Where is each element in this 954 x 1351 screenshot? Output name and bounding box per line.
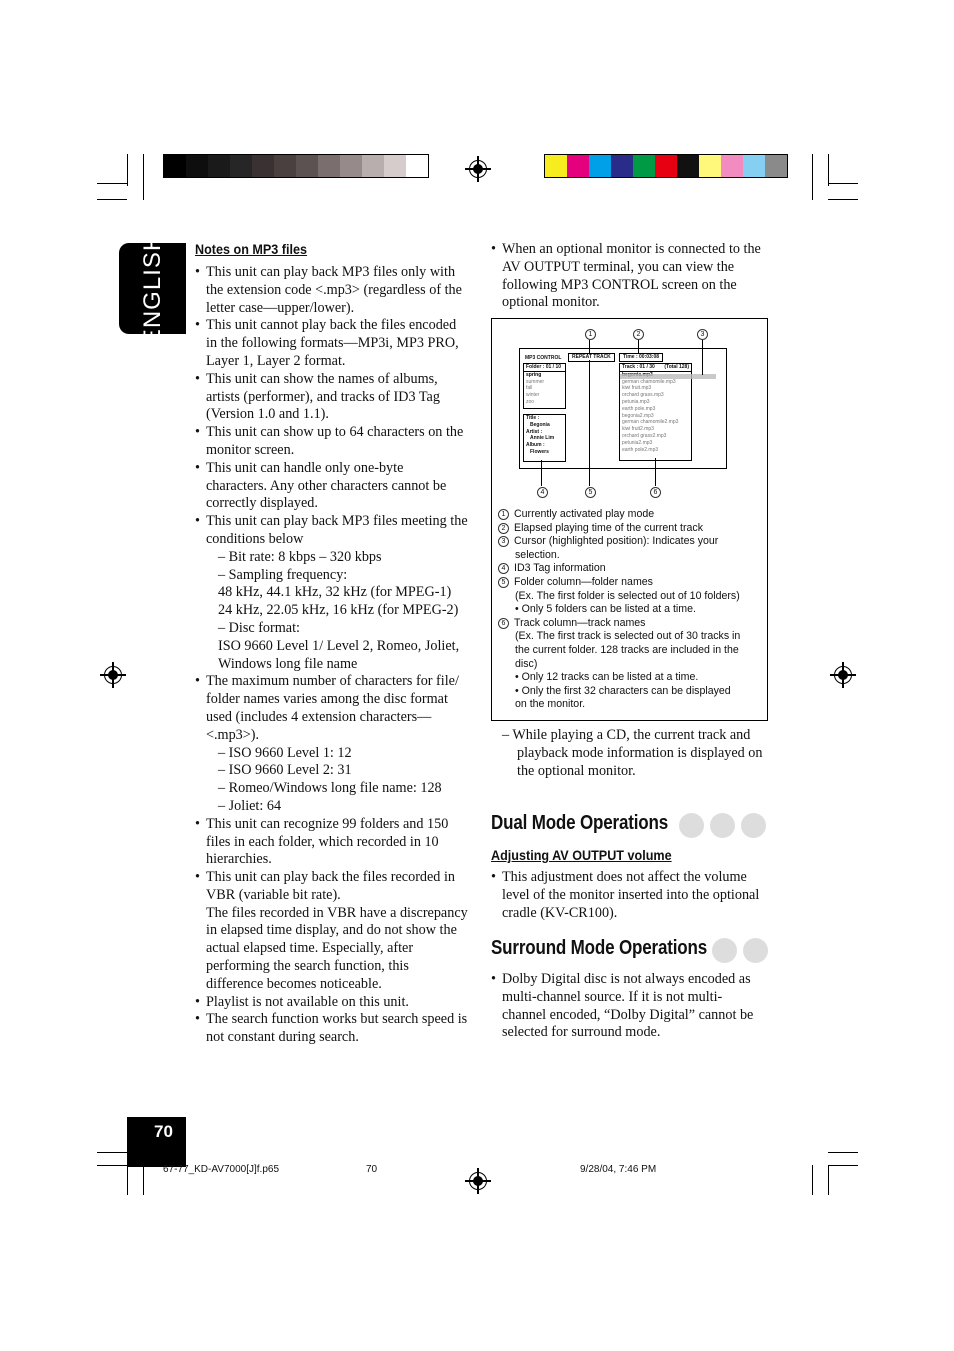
color-swatch	[406, 155, 428, 177]
legend-number: 4	[498, 563, 509, 574]
mp3-notes-list	[195, 264, 480, 1047]
color-swatch	[589, 155, 611, 177]
color-swatch	[611, 155, 633, 177]
legend-text: • Only 12 tracks can be listed at a time.	[515, 671, 699, 684]
color-swatch	[252, 155, 274, 177]
legend-number: 1	[498, 509, 509, 520]
footer-date: 9/28/04, 7:46 PM	[580, 1164, 657, 1175]
legend-number: 2	[498, 523, 509, 534]
track-item: petunia2.mp3	[622, 439, 653, 446]
track-item: german chamomile.mp3	[622, 378, 676, 385]
screen-title: MP3 CONTROL	[525, 355, 562, 361]
track-item: german chamomile2.mp3	[622, 419, 679, 426]
folder-column: Folder : 01 / 10 spring summer fall winter zoo	[523, 363, 566, 409]
diagram-legend	[498, 508, 766, 712]
text-line: in elapsed time display, and do not show the	[206, 922, 457, 939]
id3-tag-box	[523, 414, 566, 462]
legend-number: 3	[498, 536, 509, 547]
folder-item: spring	[526, 371, 542, 378]
color-swatch	[384, 155, 406, 177]
text-line: monitor screen.	[206, 441, 295, 458]
text-line: selected for surround mode.	[502, 1024, 661, 1041]
bullet-item: • This unit cannot play back the files encoded	[195, 317, 480, 335]
legend-text: ID3 Tag information	[514, 562, 606, 575]
legend-text: on the monitor.	[515, 698, 586, 711]
legend-line	[498, 535, 766, 549]
text-line: – Sampling frequency:	[218, 566, 348, 583]
dual-mode-title: Dual Mode Operations	[491, 812, 669, 834]
page-number-box	[127, 1117, 186, 1167]
registration-mark-icon	[469, 1172, 487, 1190]
color-swatch	[545, 155, 567, 177]
footer-page: 70	[366, 1164, 378, 1175]
notes-heading: Notes on MP3 files	[195, 241, 308, 257]
footer-file: 67-77_KD-AV7000[J]f.p65	[163, 1164, 280, 1175]
text-line: artists (performer), and tracks of ID3 Tag	[206, 388, 440, 405]
legend-text: • Only the first 32 characters can be displayed	[515, 684, 731, 697]
color-swatch	[699, 155, 721, 177]
color-swatch	[186, 155, 208, 177]
legend-text: Elapsed playing time of the current track	[514, 521, 704, 534]
text-line: The files recorded in VBR have a discrepancy	[206, 904, 468, 921]
text-line: – ISO 9660 Level 2: 31	[218, 762, 352, 779]
bullet-item: • Dolby Digital disc is not always encoded as	[491, 971, 776, 989]
track-item: orchard grass.mp3	[622, 392, 664, 399]
callout-6: 6	[650, 487, 661, 498]
tag-line: Artist :	[526, 428, 543, 435]
elapsed-time: Time : 00:03:08	[619, 353, 663, 362]
tag-line: Annie Lim	[530, 435, 555, 442]
track-item: begonia2.mp3	[622, 412, 654, 419]
legend-line	[498, 644, 766, 658]
text-line: <.mp3>).	[206, 726, 260, 743]
text-line: performing the search function, this	[206, 958, 409, 975]
color-swatch	[164, 155, 186, 177]
text-line: – Romeo/Windows long file name: 128	[218, 780, 442, 797]
callout-1: 1	[585, 329, 596, 340]
color-swatch	[677, 155, 699, 177]
legend-text: the current folder. 128 tracks are included in the	[515, 643, 739, 656]
text-line: Windows long file name	[218, 655, 358, 672]
text-line: – While playing a CD, the current track and	[502, 727, 751, 743]
legend-text: (Ex. The first track is selected out of 30 tracks in	[515, 630, 741, 643]
text-line: conditions below	[206, 530, 304, 547]
legend-line	[498, 549, 766, 563]
page-number: 70	[154, 1122, 173, 1141]
legend-text: • Only 5 folders can be listed at a time.	[515, 603, 696, 616]
legend-line	[498, 698, 766, 712]
color-swatch	[208, 155, 230, 177]
legend-text: Folder column—folder names	[514, 575, 653, 588]
surround-mode-title: Surround Mode Operations	[491, 937, 707, 959]
text-line: not constant during search.	[206, 1029, 359, 1046]
color-swatch	[765, 155, 787, 177]
color-swatch	[230, 155, 252, 177]
registration-mark-icon	[469, 160, 487, 178]
text-line: 48 kHz, 44.1 kHz, 32 kHz (for MPEG-1)	[218, 584, 452, 601]
callout-5: 5	[585, 487, 596, 498]
track-item: earth pole.mp3	[622, 405, 656, 412]
text-line: in the following formats—MP3i, MP3 PRO,	[206, 335, 459, 352]
color-swatch	[340, 155, 362, 177]
bullet-item: • The search function works but search speed is	[195, 1011, 480, 1029]
legend-text: selection.	[515, 548, 560, 561]
text-line: the optional monitor.	[517, 762, 636, 779]
tag-line: Title :	[526, 415, 540, 421]
callout-3: 3	[697, 329, 708, 340]
text-line: multi-channel source. If it is not multi-	[502, 988, 723, 1005]
legend-line	[498, 671, 766, 685]
bullet-item: • Playlist is not available on this unit.	[195, 994, 480, 1012]
text-line: optional monitor.	[502, 294, 600, 311]
text-line: 24 kHz, 22.05 kHz, 16 kHz (for MPEG-2)	[218, 602, 459, 619]
color-calibration-bar	[544, 154, 788, 178]
color-swatch	[721, 155, 743, 177]
folder-item: fall	[526, 385, 533, 392]
text-line: channel encoded, “Dolby Digital” cannot be	[502, 1006, 754, 1023]
legend-line	[498, 630, 766, 644]
track-item: kiwi fruit2.mp3	[622, 426, 654, 433]
color-swatch	[743, 155, 765, 177]
text-line: letter case—upper/lower).	[206, 299, 355, 316]
surround-mode-text	[491, 971, 776, 1042]
text-line: – Bit rate: 8 kbps – 320 kbps	[218, 548, 382, 565]
tag-line: Flowers	[530, 448, 549, 455]
legend-text: Currently activated play mode	[514, 508, 655, 520]
bullet-item: • This unit can handle only one-byte	[195, 460, 480, 478]
text-line: the extension code <.mp3> (regardless of the	[206, 281, 462, 298]
color-swatch	[362, 155, 384, 177]
text-line: characters. Any other characters cannot be	[206, 477, 447, 494]
title-decoration	[712, 938, 768, 963]
text-line: AV OUTPUT terminal, you can view the	[502, 258, 735, 275]
legend-text: disc)	[515, 657, 538, 670]
legend-line	[498, 562, 766, 576]
legend-line	[498, 522, 766, 536]
text-line: (Version 1.0 and 1.1).	[206, 406, 329, 423]
legend-text: Track column—track names	[514, 616, 646, 629]
legend-text: Cursor (highlighted position): Indicates your	[514, 535, 719, 548]
bullet-item: • This unit can show the names of albums,	[195, 371, 480, 389]
text-line: level of the monitor inserted into the optional	[502, 886, 760, 903]
folder-item: summer	[526, 378, 545, 385]
callout-4: 4	[537, 487, 548, 498]
text-line: used (includes 4 extension characters—	[206, 708, 432, 725]
text-line: difference becomes noticeable.	[206, 975, 382, 992]
text-line: actual elapsed time. Especially, after	[206, 940, 414, 957]
bullet-item: • The maximum number of characters for file/	[195, 673, 480, 691]
registration-mark-icon	[834, 666, 852, 684]
play-mode-indicator: REPEAT TRACK	[568, 353, 615, 362]
color-swatch	[567, 155, 589, 177]
bullet-item: • This unit can play back MP3 files meeting the	[195, 513, 480, 531]
text-line: cradle (KV-CR100).	[502, 904, 618, 921]
language-tab: ENGLISH	[119, 243, 186, 334]
text-line: Layer 1, Layer 2 format.	[206, 352, 346, 369]
legend-line	[498, 508, 766, 522]
folder-item: winter	[526, 392, 540, 399]
legend-line	[498, 603, 766, 617]
text-line: – Disc format:	[218, 619, 300, 636]
legend-line	[498, 658, 766, 672]
track-column: Track : 01 / 30 (Total 128) german chamomile.mp3 kiwi fruit.mp3 orchard grass.mp3 petunia.mp3 earth pole.mp3 begonia2.mp3 german chamomile2.mp3 kiwi fruit2.mp3 orchard grass2.mp3 petunia2.mp3 earth pole2.mp3	[619, 363, 692, 461]
dual-subheading: Adjusting AV OUTPUT volume	[491, 847, 672, 863]
bullet-item: • This unit can play back MP3 files only with	[195, 264, 480, 282]
folder-item: zoo	[526, 398, 535, 405]
text-line: – Joliet: 64	[218, 797, 282, 814]
dual-mode-text	[491, 869, 776, 922]
text-line: correctly displayed.	[206, 495, 318, 512]
legend-number: 6	[498, 618, 509, 629]
text-line: – ISO 9660 Level 1: 12	[218, 744, 352, 761]
title-decoration	[679, 813, 766, 838]
track-item: earth pole2.mp3	[622, 446, 659, 453]
tag-line: Begonia	[530, 421, 550, 428]
color-swatch	[274, 155, 296, 177]
text-line: playback mode information is displayed on	[517, 744, 763, 761]
legend-number: 5	[498, 577, 509, 588]
track-item: kiwi fruit.mp3	[622, 385, 652, 392]
monitor-intro-text	[491, 241, 771, 312]
text-line: hierarchies.	[206, 851, 272, 868]
color-swatch	[655, 155, 677, 177]
bullet-item: • This unit can recognize 99 folders and 150	[195, 816, 480, 834]
color-swatch	[318, 155, 340, 177]
track-item: orchard grass2.mp3	[622, 432, 667, 439]
track-item: petunia.mp3	[622, 398, 650, 405]
legend-line	[498, 576, 766, 590]
grayscale-calibration-bar	[163, 154, 429, 178]
legend-line	[498, 590, 766, 604]
text-line: ISO 9660 Level 1/ Level 2, Romeo, Joliet,	[218, 637, 460, 654]
bullet-item: • This unit can show up to 64 characters on the	[195, 424, 480, 442]
color-swatch	[633, 155, 655, 177]
cd-note	[491, 727, 776, 780]
tag-line: Album :	[526, 442, 545, 449]
text-line: files in each folder, which recorded in 10	[206, 833, 439, 850]
text-line: following MP3 CONTROL screen on the	[502, 276, 737, 293]
color-swatch	[296, 155, 318, 177]
legend-line	[498, 617, 766, 631]
bullet-item: • This adjustment does not affect the volume	[491, 869, 776, 887]
callout-2: 2	[633, 329, 644, 340]
legend-line	[498, 685, 766, 699]
registration-mark-icon	[104, 666, 122, 684]
text-line: VBR (variable bit rate).	[206, 886, 341, 903]
bullet-item: • This unit can play back the files recorded in	[195, 869, 480, 887]
mp3-control-screen	[519, 348, 727, 469]
legend-text: (Ex. The first folder is selected out of 10 folders)	[515, 589, 740, 602]
text-line: folder names varies among the disc format	[206, 691, 448, 708]
bullet-item: • When an optional monitor is connected to the	[491, 241, 771, 259]
